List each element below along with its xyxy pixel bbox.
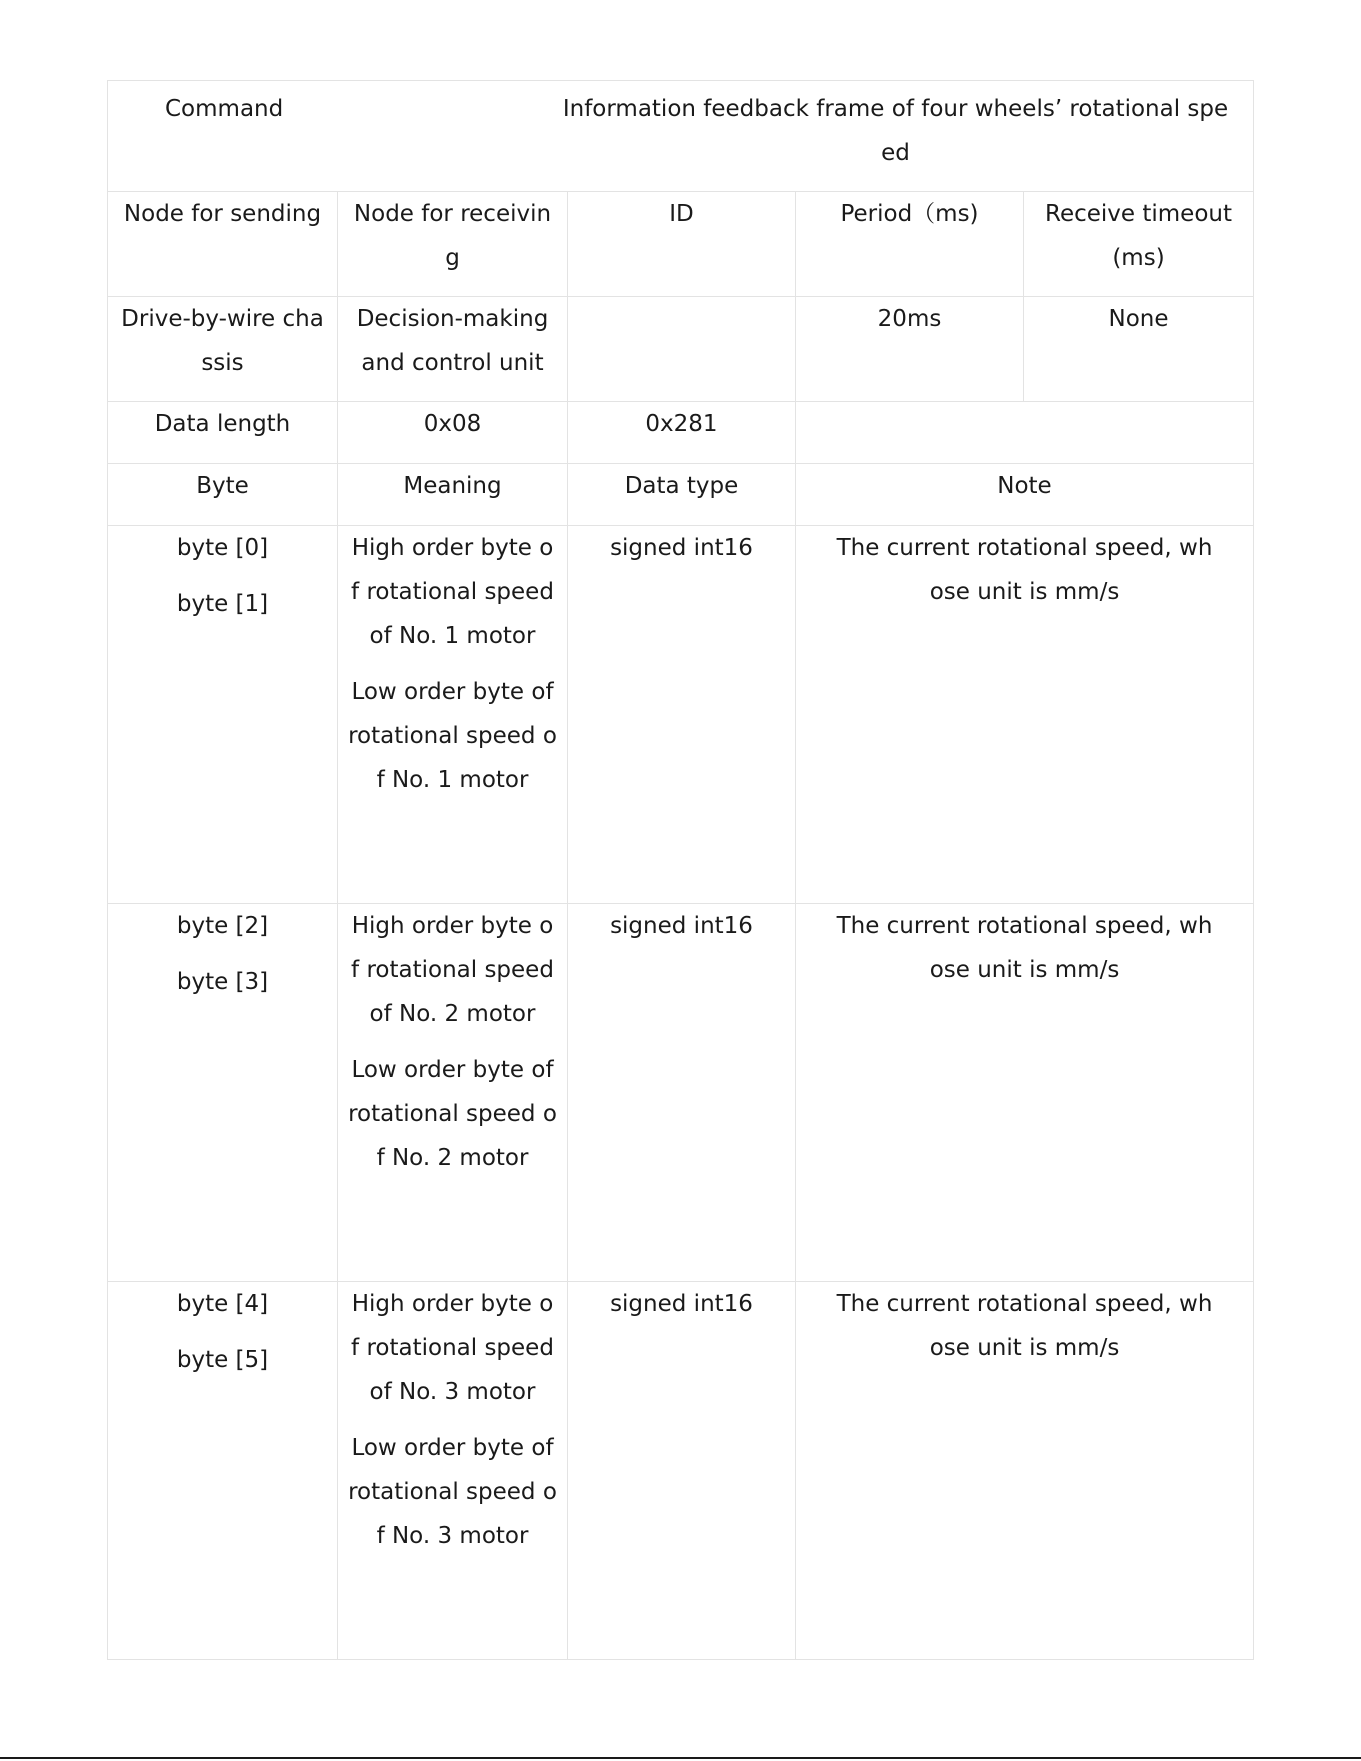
byte-label: byte [3] bbox=[176, 969, 269, 995]
info-header-cell: Receive timeout (ms) bbox=[1024, 192, 1254, 297]
command-value: Information feedback frame of four wheels’ rotational speed bbox=[562, 96, 1229, 166]
meaning-cell bbox=[338, 1282, 568, 1660]
data-type-cell: signed int16 bbox=[568, 526, 796, 904]
byte-cell bbox=[108, 1282, 338, 1660]
frame-id-value: 0x281 bbox=[568, 402, 796, 464]
table-row bbox=[108, 526, 1254, 904]
page-bottom-rule bbox=[0, 1757, 1361, 1759]
info-value-row bbox=[108, 297, 1254, 402]
info-header-cell: ID bbox=[568, 192, 796, 297]
data-type-cell: signed int16 bbox=[568, 1282, 796, 1660]
info-header-row bbox=[108, 192, 1254, 297]
table-row bbox=[108, 904, 1254, 1282]
period-value: 20ms bbox=[796, 297, 1024, 402]
data-type-cell: signed int16 bbox=[568, 904, 796, 1282]
meaning-high-text: High order byte of rotational speed of No. 2 motor bbox=[351, 913, 554, 1027]
note-cell: The current rotational speed, whose unit is mm/s bbox=[796, 904, 1254, 1282]
byte-label: byte [1] bbox=[176, 591, 269, 617]
meaning-high-text: High order byte of rotational speed of No. 1 motor bbox=[351, 535, 554, 649]
table-row bbox=[108, 1282, 1254, 1660]
sending-node-value: Drive-by-wire chassis bbox=[108, 297, 338, 402]
byte-cell bbox=[108, 904, 338, 1282]
empty-cell bbox=[796, 402, 1254, 464]
byte-cell bbox=[108, 526, 338, 904]
byte-label: byte [4] bbox=[176, 1291, 269, 1317]
meaning-cell bbox=[338, 526, 568, 904]
info-header-cell: Node for sending bbox=[108, 192, 338, 297]
byte-label: byte [0] bbox=[176, 535, 269, 561]
data-length-row bbox=[108, 402, 1254, 464]
receiving-node-value: Decision-making and control unit bbox=[338, 297, 568, 402]
data-length-label: Data length bbox=[108, 402, 338, 464]
note-cell: The current rotational speed, whose unit is mm/s bbox=[796, 526, 1254, 904]
id-value bbox=[568, 297, 796, 402]
byte-label: byte [5] bbox=[176, 1347, 269, 1373]
meaning-low-text: Low order byte of rotational speed of No. 1 motor bbox=[348, 679, 557, 793]
column-header-meaning: Meaning bbox=[338, 464, 568, 526]
command-row bbox=[108, 81, 1254, 192]
timeout-value: None bbox=[1024, 297, 1254, 402]
meaning-low-text: Low order byte of rotational speed of No. 2 motor bbox=[348, 1057, 557, 1171]
column-header-byte: Byte bbox=[108, 464, 338, 526]
meaning-cell bbox=[338, 904, 568, 1282]
note-cell: The current rotational speed, whose unit is mm/s bbox=[796, 1282, 1254, 1660]
byte-label: byte [2] bbox=[176, 913, 269, 939]
command-cell bbox=[108, 81, 1254, 192]
command-label: Command bbox=[165, 96, 284, 122]
meaning-high-text: High order byte of rotational speed of No. 3 motor bbox=[351, 1291, 554, 1405]
info-header-cell: Node for receiving bbox=[338, 192, 568, 297]
column-header-row bbox=[108, 464, 1254, 526]
column-header-note: Note bbox=[796, 464, 1254, 526]
info-header-cell: Period（ms) bbox=[796, 192, 1024, 297]
column-header-data-type: Data type bbox=[568, 464, 796, 526]
can-frame-table bbox=[107, 80, 1254, 1660]
meaning-low-text: Low order byte of rotational speed of No. 3 motor bbox=[348, 1435, 557, 1549]
data-length-value: 0x08 bbox=[338, 402, 568, 464]
